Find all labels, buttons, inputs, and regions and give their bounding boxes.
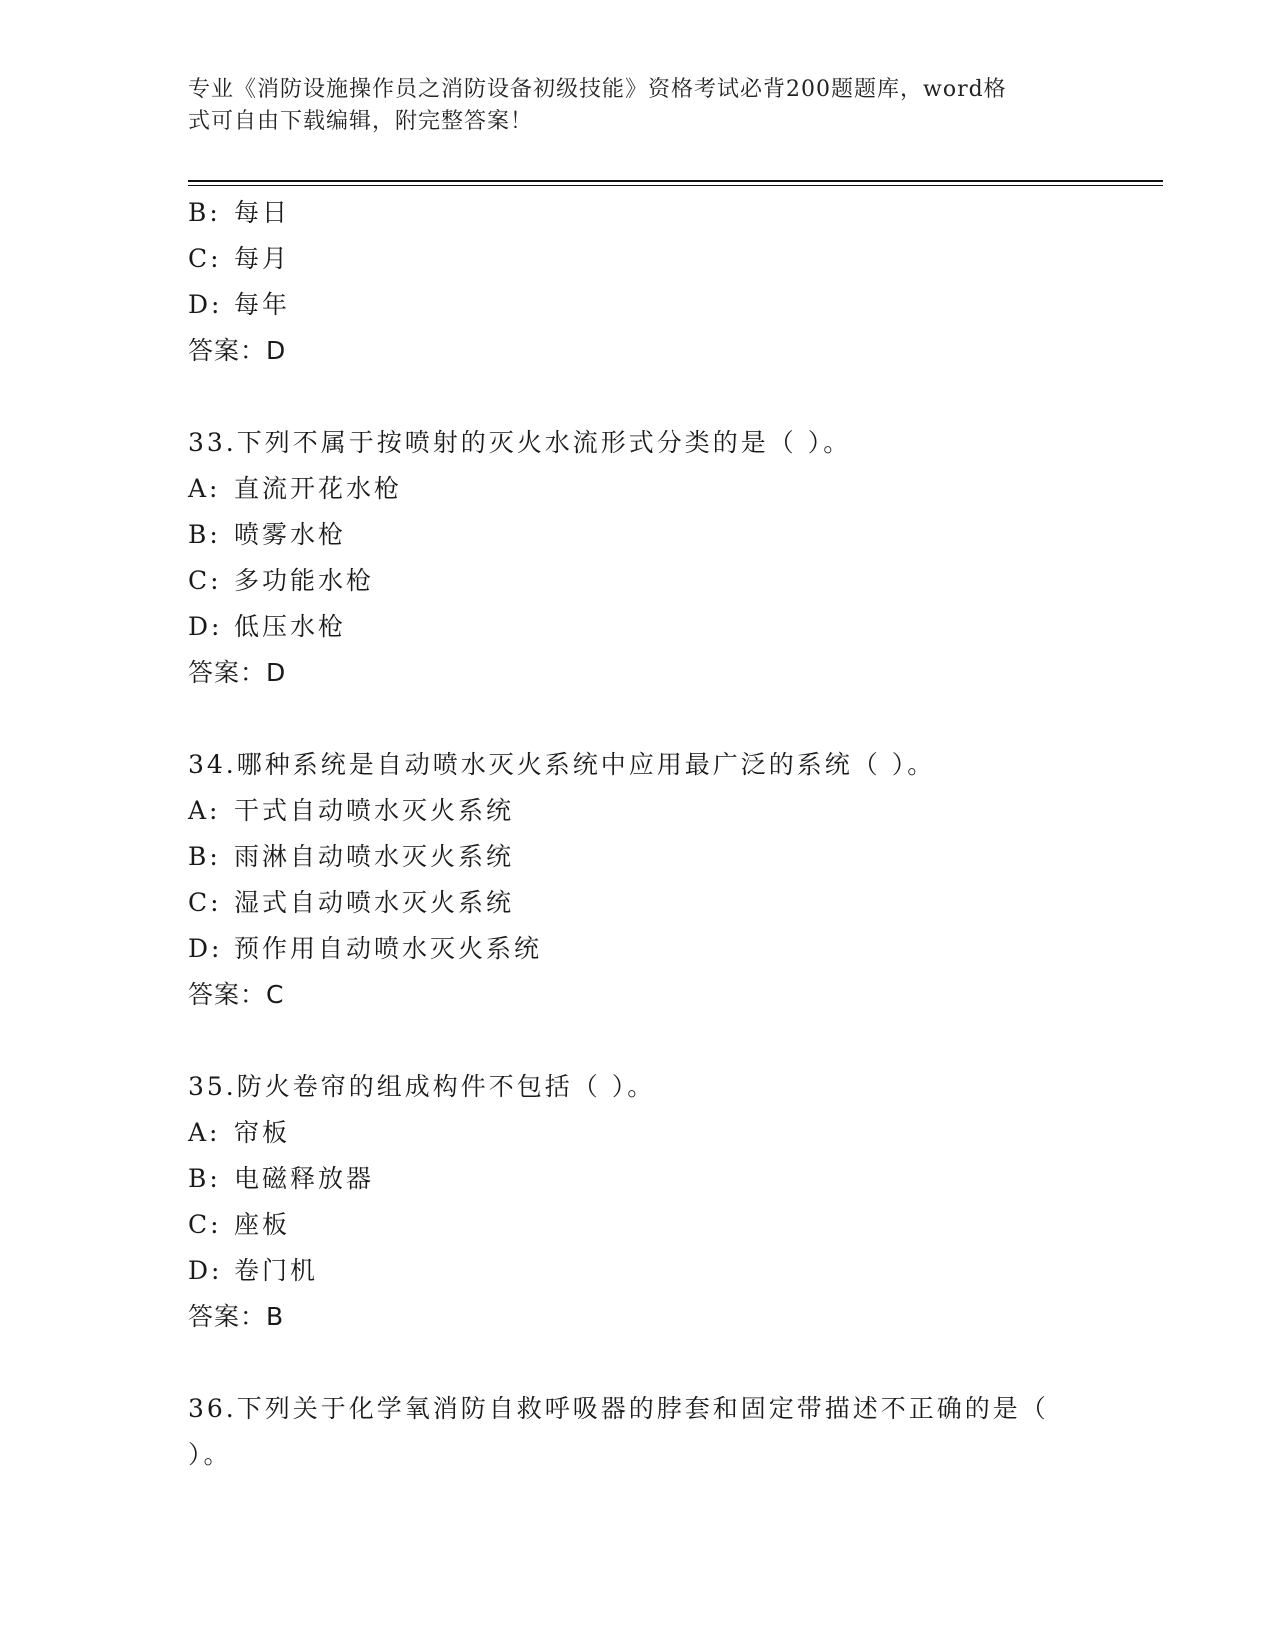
document-body (188, 190, 1163, 1478)
option-c: C: 座板 (188, 1210, 291, 1239)
option-c: C: 多功能水枪 (188, 566, 375, 595)
answer-line: 答案：B (188, 1302, 285, 1331)
question-33 (188, 420, 1163, 696)
option-b: B: 雨淋自动喷水灭火系统 (188, 842, 515, 871)
option-c: C: 湿式自动喷水灭火系统 (188, 888, 515, 917)
spacer (188, 696, 1163, 742)
option-a: A: 帘板 (188, 1118, 291, 1147)
question-36 (188, 1386, 1163, 1478)
option-b: B: 喷雾水枪 (188, 520, 347, 549)
option-d: D: 低压水枪 (188, 612, 347, 641)
spacer (188, 374, 1163, 420)
header-rule-thick (188, 180, 1163, 182)
option-d: D: 每年 (188, 290, 291, 319)
option-d: D: 预作用自动喷水灭火系统 (188, 934, 543, 963)
answer-line: 答案：D (188, 658, 287, 687)
question-carry-over (188, 190, 1163, 374)
option-d: D: 卷门机 (188, 1256, 319, 1285)
header-line-1: 专业《消防设施操作员之消防设备初级技能》资格考试必背200题题库，word格 (188, 77, 1007, 102)
option-b: B: 电磁释放器 (188, 1164, 375, 1193)
option-a: A: 干式自动喷水灭火系统 (188, 796, 515, 825)
header-line-2: 式可自由下载编辑，附完整答案！ (188, 109, 534, 134)
answer-line: 答案：D (188, 336, 287, 365)
question-stem: 34.哪种系统是自动喷水灭火系统中应用最广泛的系统（ ）。 (188, 750, 936, 779)
option-a: A: 直流开花水枪 (188, 474, 403, 503)
question-stem-line-2: ）。 (188, 1440, 232, 1469)
spacer (188, 1340, 1163, 1386)
document-header (188, 74, 1068, 138)
question-35 (188, 1064, 1163, 1340)
question-stem: 33.下列不属于按喷射的灭火水流形式分类的是（ ）。 (188, 428, 852, 457)
question-stem: 35.防火卷帘的组成构件不包括（ ）。 (188, 1072, 656, 1101)
question-stem-line-1: 36.下列关于化学氧消防自救呼吸器的脖套和固定带描述不正确的是（ (188, 1394, 1049, 1423)
option-b: B: 每日 (188, 198, 291, 227)
header-rule-thin (188, 185, 1163, 186)
option-c: C: 每月 (188, 244, 291, 273)
question-34 (188, 742, 1163, 1018)
answer-line: 答案：C (188, 980, 285, 1009)
spacer (188, 1018, 1163, 1064)
